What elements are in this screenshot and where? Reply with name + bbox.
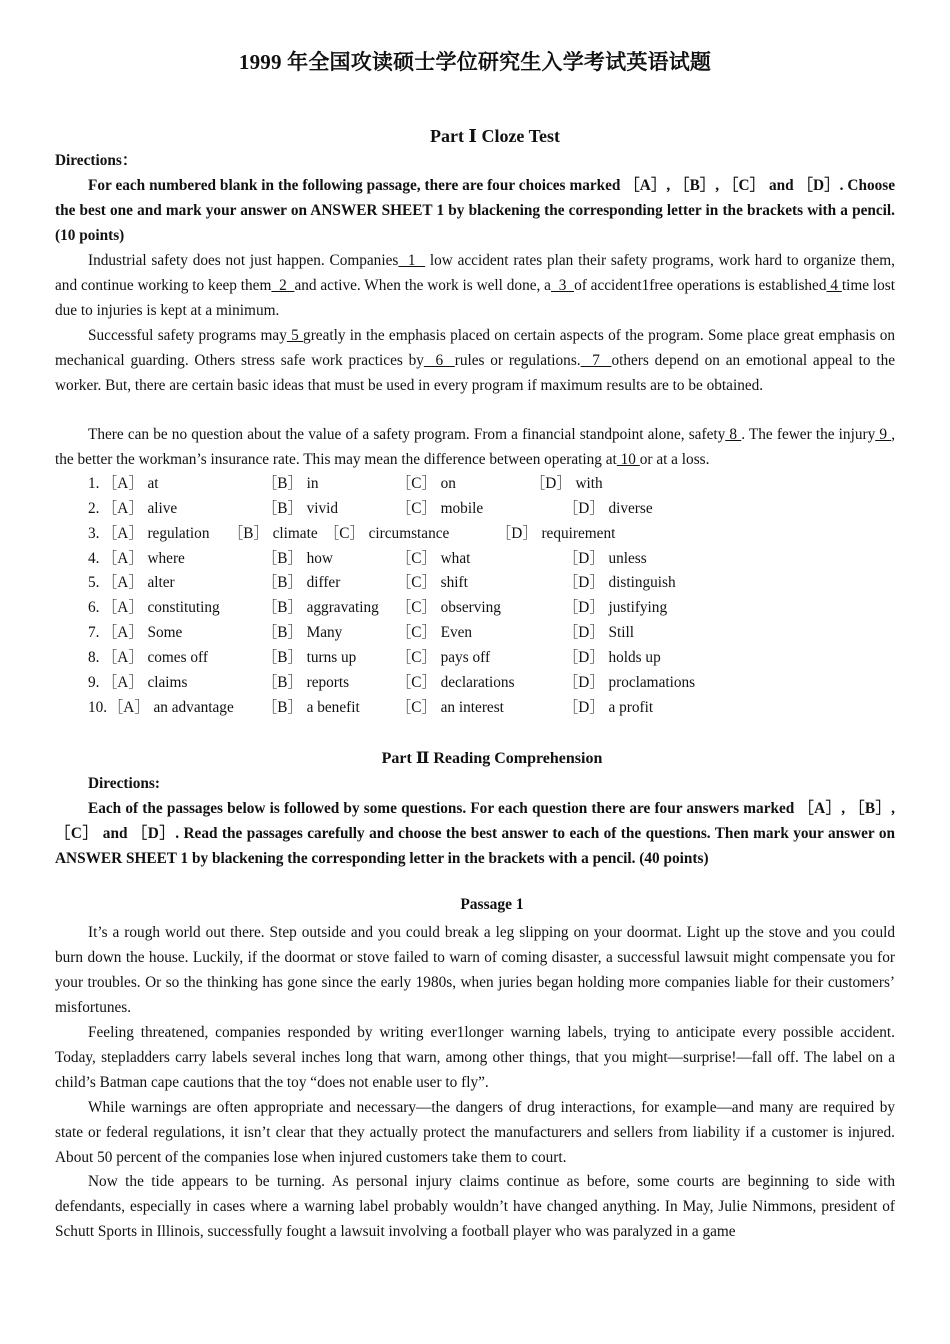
option-row-2 bbox=[88, 497, 908, 522]
option-b: ［B］ aggravating bbox=[262, 599, 379, 617]
cloze-blank-5: 5 bbox=[286, 327, 304, 344]
question-number: 5. bbox=[88, 574, 100, 592]
part1-directions-text: For each numbered blank in the following passage, there are four choices marked ［A］, ［B］, ［C］ and ［D］. Choose the best one and mark your answer on ANSWER SHEET 1 by blackening the corresponding letter in the brackets with a pencil. (10 points) bbox=[55, 177, 895, 244]
option-a: ［A］ alter bbox=[102, 574, 175, 592]
part2-directions-label: Directions: bbox=[88, 775, 160, 792]
cloze-paragraph-3 bbox=[55, 422, 895, 472]
text-segment: Successful safety programs may bbox=[88, 327, 287, 344]
cloze-blank-2: 2 bbox=[271, 277, 295, 294]
option-b: ［B］ differ bbox=[262, 574, 341, 592]
passage-paragraph-3: While warnings are often appropriate and necessary—the dangers of drug interactions, for example—and many are required by state or federal regulations, it isn’t clear that they actually protect the manufacturers and sellers from liability if a customer is injured. About 50 percent of the companies lose when injured customers take them to court. bbox=[55, 1099, 895, 1166]
passage-paragraph-2: Feeling threatened, companies responded by writing ever1longer warning labels, trying to anticipate every possible accident. Today, stepladders carry labels several inches long that warn, among other things, that you might—surprise!—fall off. The label on a child’s Batman cape cautions that the toy “does not enable user to fly”. bbox=[55, 1024, 895, 1091]
option-b: ［B］ a benefit bbox=[262, 698, 360, 716]
cloze-blank-6: 6 bbox=[423, 352, 455, 369]
question-number: 4. bbox=[88, 549, 100, 567]
option-b: ［B］ how bbox=[262, 549, 333, 567]
option-a: ［A］ constituting bbox=[102, 599, 220, 617]
option-row-5 bbox=[88, 571, 908, 596]
option-b: ［B］ reports bbox=[262, 673, 350, 691]
text-segment: others depend on an emotional appeal to the worker. But, there are certain basic ideas that must be used in every program if maximum results are to be obtained. bbox=[55, 352, 896, 394]
text-segment: rules or regulations. bbox=[454, 352, 581, 369]
cloze-blank-10: 10 bbox=[616, 451, 640, 468]
option-a: ［A］ comes off bbox=[102, 648, 208, 666]
option-b: ［B］ Many bbox=[262, 624, 343, 642]
question-number: 2. bbox=[88, 499, 100, 517]
cloze-paragraph-1 bbox=[55, 248, 895, 323]
part1-heading: Part Ⅰ Cloze Test bbox=[430, 126, 560, 146]
question-number: 3. bbox=[88, 524, 100, 542]
text-segment: and active. When the work is well done, a bbox=[294, 277, 551, 294]
option-c: ［C］ what bbox=[396, 549, 471, 567]
part1-directions-label: Directions： bbox=[55, 152, 138, 169]
option-row-4 bbox=[88, 547, 908, 572]
passage-paragraph-4: Now the tide appears to be turning. As personal injury claims continue as before, some courts are beginning to side with defendants, especially in cases where a warning label probably wouldn’t have changed anything. In May, Julie Nimmons, president of Schutt Sports in Illinois, successfully fought a lawsuit involving a football player who was paralyzed in a game bbox=[55, 1173, 895, 1240]
option-d: ［D］ holds up bbox=[563, 648, 661, 666]
option-b: ［B］ in bbox=[262, 475, 319, 492]
question-number: 10. bbox=[88, 698, 108, 716]
text-segment: greatly in the emphasis placed on certain aspects of the program. Some place great emphasis on mechanical guarding. Others stress safe work practices by bbox=[55, 327, 895, 369]
option-c: ［C］ pays off bbox=[396, 648, 491, 666]
text-segment: time lost due to injuries is kept at a minimum. bbox=[55, 277, 895, 319]
cloze-blank-1: 1 bbox=[398, 252, 426, 269]
option-b: ［B］ vivid bbox=[262, 499, 339, 517]
text-segment: of accident1free operations is established bbox=[574, 277, 827, 294]
question-number: 7. bbox=[88, 624, 100, 642]
text-segment: There can be no question about the value of a safety program. From a financial standpoint alone, safety bbox=[88, 426, 726, 443]
option-c: ［C］ observing bbox=[396, 599, 501, 617]
option-b: ［B］ climate bbox=[228, 524, 318, 542]
option-a: ［A］ Some bbox=[102, 624, 183, 642]
option-a: ［A］ where bbox=[102, 549, 185, 567]
option-b: ［B］ turns up bbox=[262, 648, 357, 666]
option-d: ［D］ with bbox=[530, 475, 603, 492]
text-segment: Industrial safety does not just happen. Companies bbox=[88, 252, 399, 269]
passage-title: Passage 1 bbox=[460, 896, 524, 913]
text-segment: . The fewer the injury bbox=[741, 426, 876, 443]
option-c: ［C］ an interest bbox=[396, 698, 504, 716]
cloze-blank-3: 3 bbox=[550, 277, 575, 294]
text-segment: , the better the workman’s insurance rate. This may mean the difference between operating at bbox=[55, 426, 896, 468]
cloze-options-list bbox=[88, 472, 908, 720]
question-number: 9. bbox=[88, 673, 100, 691]
option-row-3 bbox=[88, 522, 908, 547]
option-d: ［D］ requirement bbox=[496, 524, 616, 542]
option-c: ［C］ Even bbox=[396, 624, 473, 642]
passage-paragraph-1: It’s a rough world out there. Step outside and you could break a leg slipping on your doormat. Light up the stove and you could burn down the house. Luckily, if the doormat or stove failed to warn of coming disaster, a successful lawsuit might compensate you for your troubles. Or so the thinking has gone since the early 1980s, when juries began holding more companies liable for their customers’ misfortunes. bbox=[55, 924, 895, 1016]
option-c: ［C］ circumstance bbox=[324, 524, 450, 542]
question-number: 1. bbox=[88, 475, 100, 492]
option-c: ［C］ declarations bbox=[396, 673, 515, 691]
option-a: ［A］ claims bbox=[102, 673, 188, 691]
option-row-6 bbox=[88, 596, 908, 621]
option-d: ［D］ unless bbox=[563, 549, 647, 567]
cloze-blank-9: 9 bbox=[875, 426, 892, 443]
option-d: ［D］ justifying bbox=[563, 599, 668, 617]
cloze-blank-8: 8 bbox=[725, 426, 742, 443]
option-d: ［D］ distinguish bbox=[563, 574, 676, 592]
question-number: 6. bbox=[88, 599, 100, 617]
question-number: 8. bbox=[88, 648, 100, 666]
option-row-10 bbox=[88, 696, 908, 721]
option-row-9 bbox=[88, 671, 908, 696]
cloze-blank-4: 4 bbox=[826, 277, 842, 294]
document-title: 1999 年全国攻读硕士学位研究生入学考试英语试题 bbox=[238, 50, 712, 74]
option-d: ［D］ proclamations bbox=[563, 673, 696, 691]
option-c: ［C］ on bbox=[396, 475, 456, 492]
option-d: ［D］ a profit bbox=[563, 698, 654, 716]
cloze-blank-7: 7 bbox=[580, 352, 612, 369]
option-row-7 bbox=[88, 621, 908, 646]
option-c: ［C］ mobile bbox=[396, 499, 484, 517]
option-d: ［D］ Still bbox=[563, 624, 634, 642]
part2-directions-text: Each of the passages below is followed by some questions. For each question there are four answers marked ［A］, ［B］, ［C］ and ［D］. Read the passages carefully and choose the best answer to each of the questions. Then mark your answer on ANSWER SHEET 1 by blackening the corresponding letter in the brackets with a pencil. (40 points) bbox=[55, 800, 895, 867]
option-a: ［A］ at bbox=[102, 475, 159, 492]
option-row-1 bbox=[88, 472, 908, 497]
cloze-paragraph-2 bbox=[55, 323, 895, 398]
option-a: ［A］ an advantage bbox=[108, 698, 234, 716]
option-d: ［D］ diverse bbox=[563, 499, 653, 517]
text-segment: low accident rates plan their safety programs, work hard to organize them, and continue working to keep them bbox=[55, 252, 895, 294]
text-segment: or at a loss. bbox=[639, 451, 710, 468]
option-c: ［C］ shift bbox=[396, 574, 468, 592]
option-a: ［A］ regulation bbox=[102, 524, 210, 542]
option-row-8 bbox=[88, 646, 908, 671]
option-a: ［A］ alive bbox=[102, 499, 178, 517]
part2-heading: Part Ⅱ Reading Comprehension bbox=[381, 750, 603, 767]
